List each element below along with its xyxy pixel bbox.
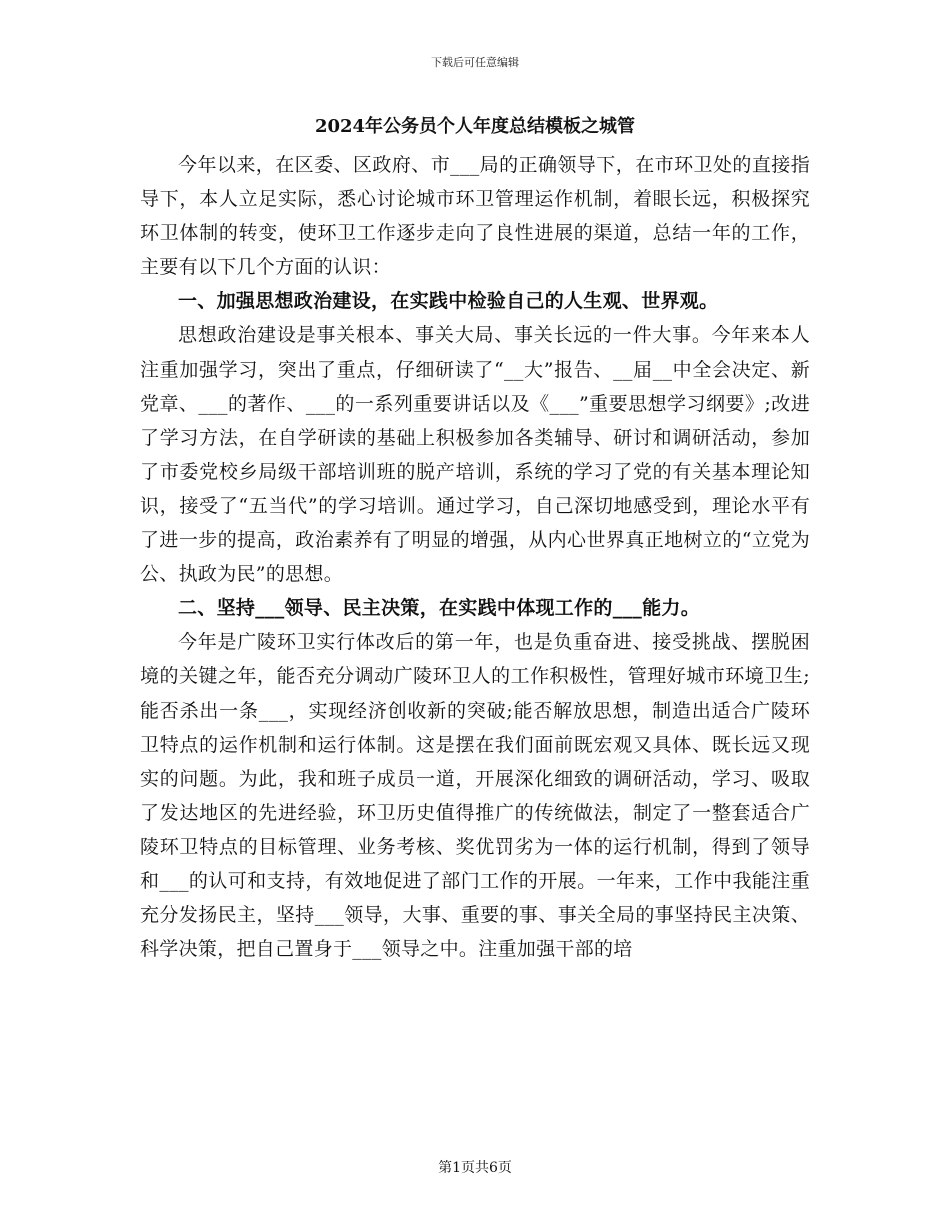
header-note: 下载后可任意编辑 (431, 56, 519, 69)
document-body (140, 148, 810, 966)
section-heading-1: 一、加强思想政治建设，在实践中检验自己的人生观、世界观。 (178, 290, 719, 313)
document-title: 2024年公务员个人年度总结模板之城管 (314, 116, 636, 137)
intro-paragraph: 今年以来，在区委、区政府、市___局的正确领导下，在市环卫处的直接指导下，本人立足实际，悉心讨论城市环卫管理运作机制，着眼长远，积极探究环卫体制的转变，使环卫工作逐步走向了良性进展的渠道，总结一年的工作，主要有以下几个方面的认识： (140, 154, 810, 279)
section-heading-2: 二、坚持___领导、民主决策，在实践中体现工作的___能力。 (178, 597, 701, 620)
page-number: 第1页共6页 (438, 1160, 512, 1176)
section-1-paragraph: 思想政治建设是事关根本、事关大局、事关长远的一件大事。今年来本人注重加强学习，突出了重点，仔细研读了“__大”报告、__届__中全会决定、新党章、___的著作、___的一系列重要讲话以及《___”重要思想学习纲要》;改进了学习方法，在自学研读的基础上积极参加各类辅导、研讨和调研活动，参加了市委党校乡局级干部培训班的脱产培训，系统的学习了党的有关基本理论知识，接受了“五当代”的学习培训。通过学习，自己深切地感受到，理论水平有了进一步的提高，政治素养有了明显的增强，从内心世界真正地树立的“立党为公、执政为民”的思想。 (140, 324, 810, 586)
section-2-paragraph: 今年是广陵环卫实行体改后的第一年，也是负重奋进、接受挑战、摆脱困境的关键之年，能否充分调动广陵环卫人的工作积极性，管理好城市环境卫生;能否杀出一条___，实现经济创收新的突破;能否解放思想，制造出适合广陵环卫特点的运作机制和运行体制。这是摆在我们面前既宏观又具体、既长远又现实的问题。为此，我和班子成员一道，开展深化细致的调研活动，学习、吸取了发达地区的先进经验，环卫历史值得推广的传统做法，制定了一整套适合广陵环卫特点的目标管理、业务考核、奖优罚劣为一体的运行机制，得到了领导和___的认可和支持，有效地促进了部门工作的开展。一年来，工作中我能注重充分发扬民主，坚持___领导，大事、重要的事、事关全局的事坚持民主决策、科学决策，把自己置身于___领导之中。注重加强干部的培 (140, 631, 810, 961)
